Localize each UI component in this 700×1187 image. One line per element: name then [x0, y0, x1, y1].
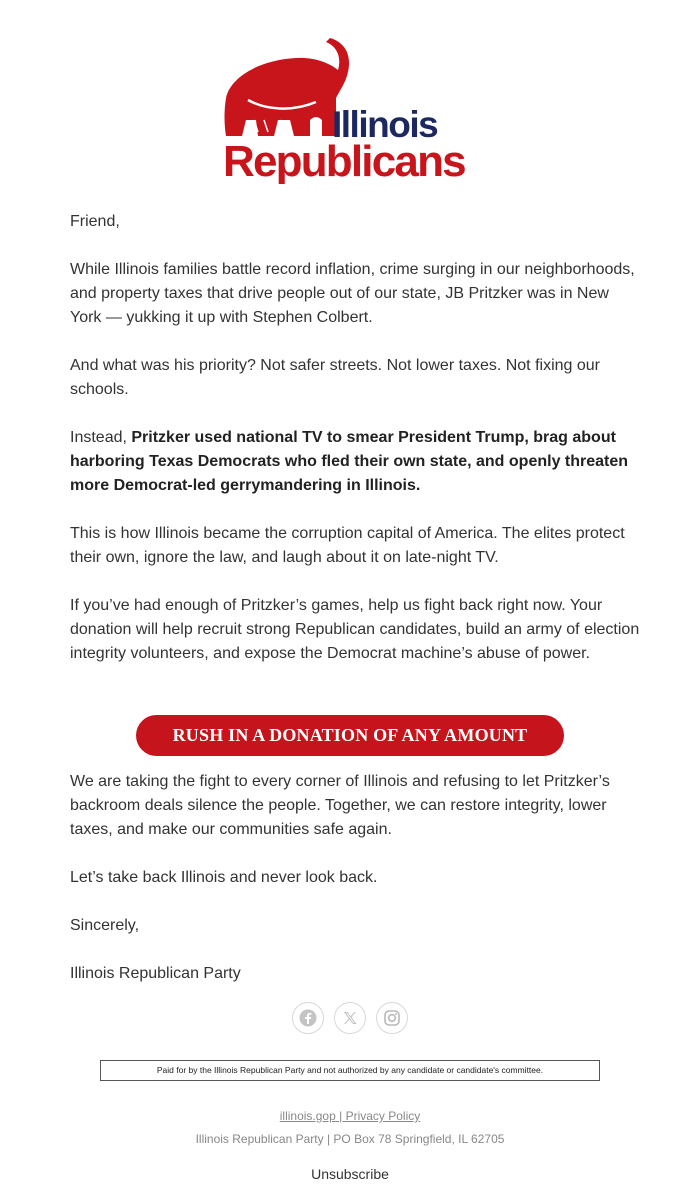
paragraph-6: We are taking the fight to every corner of Illinois and refusing to let Pritzker’s backroom deals silence the people. Together, we can restore integrity, lower taxes, and make our communities safe again. — [70, 773, 610, 838]
paragraph-3 — [70, 426, 640, 498]
elephant-logo-graphic — [218, 36, 480, 184]
logo-line1: Illinois — [332, 104, 438, 145]
paid-for-disclaimer: Paid for by the Illinois Republican Party and not authorized by any candidate or candidate's committee. — [100, 1060, 600, 1081]
footer-links — [0, 1109, 700, 1123]
footer-separator: | — [335, 1109, 346, 1123]
logo-line2: Republicans — [223, 137, 465, 184]
facebook-icon — [299, 1009, 317, 1027]
greeting: Friend, — [70, 213, 120, 230]
facebook-link[interactable] — [292, 1002, 324, 1034]
paragraph-2: And what was his priority? Not safer streets. Not lower taxes. Not fixing our schools. — [70, 357, 600, 398]
donate-button[interactable]: RUSH IN A DONATION OF ANY AMOUNT — [136, 715, 564, 756]
x-icon — [342, 1010, 358, 1026]
site-link[interactable]: illinois.gop — [279, 1109, 336, 1123]
email-body-continued — [70, 770, 640, 1010]
paragraph-4: This is how Illinois became the corruption capital of America. The elites protect their own, ignore the law, and laugh about it on late-night TV. — [70, 525, 625, 566]
instagram-link[interactable] — [376, 1002, 408, 1034]
cta-container — [136, 715, 564, 756]
paragraph-7: Let’s take back Illinois and never look back. — [70, 869, 378, 886]
paragraph-1: While Illinois families battle record inflation, crime surging in our neighborhoods, and property taxes that drive people out of our state, JB Pritzker was in New York — yukking it up with Stephen Colbert. — [70, 261, 635, 326]
paragraph-3-bold: Pritzker used national TV to smear President Trump, brag about harboring Texas Democrats who fled their own state, and openly threaten more Democrat-led gerrymandering in Illinois. — [70, 429, 629, 494]
mailing-address: Illinois Republican Party | PO Box 78 Springfield, IL 62705 — [195, 1132, 505, 1146]
email-body — [70, 210, 640, 690]
x-link[interactable] — [334, 1002, 366, 1034]
instagram-icon — [383, 1009, 401, 1027]
signature: Illinois Republican Party — [70, 965, 241, 982]
illinois-republicans-logo — [218, 36, 480, 184]
closing: Sincerely, — [70, 917, 140, 934]
paragraph-5: If you’ve had enough of Pritzker’s games, help us fight back right now. Your donation will help recruit strong Republican candidates, build an army of election integrity volunteers, and expose the Democrat machine’s abuse of power. — [70, 597, 640, 662]
paragraph-3-prefix: Instead, — [70, 429, 132, 446]
unsubscribe-link[interactable]: Unsubscribe — [311, 1166, 389, 1182]
privacy-policy-link[interactable]: Privacy Policy — [345, 1109, 421, 1123]
